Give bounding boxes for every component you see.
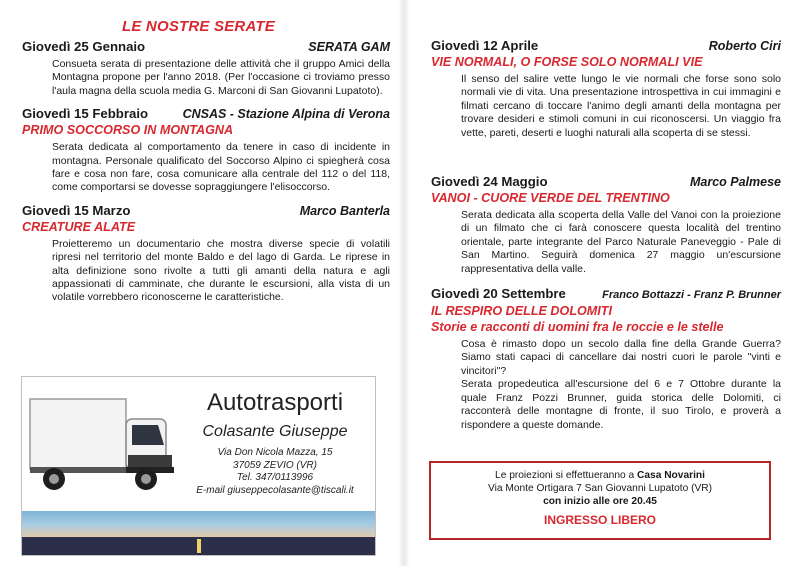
ad-brand: Autotrasporti — [206, 389, 344, 416]
sponsor-advertisement — [21, 376, 376, 556]
event-speaker: Roberto Ciri — [708, 39, 781, 53]
event-paragraph: Il senso del salire vette lungo le vie normali che forse sono solo normali vie di vita. Una presentazione introspettiva in cui immagini e filmati cercano di toccare l'animo degli amanti della montagna per trovare desideri e stimoli comuni in cui riconoscersi. Un viaggio fra vette, pareti, deserti e luoghi naturali alla scoperta di se stessi. — [461, 73, 781, 139]
ad-email: E-mail giuseppecolasante@tiscali.it — [196, 484, 354, 496]
event-date: Giovedì 24 Maggio — [431, 174, 548, 190]
event-description — [461, 73, 781, 140]
event-25-gennaio — [22, 39, 390, 98]
page-fold — [398, 0, 410, 566]
event-date: Giovedì 25 Gennaio — [22, 39, 146, 54]
event-speaker: CNSAS - Stazione Alpina di Verona — [182, 107, 390, 122]
event-description — [52, 141, 390, 195]
event-header — [431, 286, 781, 303]
event-header — [431, 174, 781, 190]
event-description — [52, 58, 390, 98]
event-speaker: Franco Bottazzi - Franz P. Brunner — [602, 289, 781, 302]
event-24-maggio — [431, 174, 781, 276]
ad-address: Via Don Nicola Mazza, 15 — [217, 447, 333, 458]
event-header — [431, 38, 781, 54]
event-description — [461, 209, 781, 276]
event-15-febbraio — [22, 106, 390, 195]
road-center-line — [197, 539, 201, 553]
event-description — [461, 338, 781, 432]
event-description — [52, 238, 390, 305]
truck-icon — [28, 395, 176, 495]
ad-phone: Tel. 347/0113996 — [236, 472, 314, 483]
event-title: VANOI - CUORE VERDE DEL TRENTINO — [431, 191, 670, 206]
venue-name: Casa Novarini — [637, 470, 705, 481]
event-date: Giovedì 20 Settembre — [431, 286, 566, 302]
event-header — [22, 39, 390, 55]
right-column — [431, 38, 781, 440]
event-paragraph: Serata dedicata al comportamento da tenere in caso di incidente in montagna. Personale qualificato del Soccorso Alpino ci spiegherà cosa fare e cosa non fare, cosa comunicare alla centrale del 112 o del 118, come comportarsi se dovesse sopraggiungere l'elisoccorso. — [52, 141, 390, 194]
event-title: PRIMO SOCCORSO IN MONTAGNA — [22, 123, 234, 138]
event-paragraph: Consueta serata di presentazione delle attività che il gruppo Amici della Montagna propone per l'anno 2018. (Per l'occasione ci troviamo presso l'aula magna della scuola media G. Marconi di San Giovanni Lupatoto). — [52, 58, 390, 97]
event-speaker: Marco Palmese — [689, 175, 781, 190]
event-date: Giovedì 15 Marzo — [22, 202, 131, 218]
event-header — [22, 203, 390, 219]
event-header — [22, 106, 390, 122]
ad-contact — [180, 447, 370, 497]
event-date: Giovedì 12 Aprile — [431, 38, 539, 53]
event-title: CREATURE ALATE — [22, 219, 136, 234]
event-title: IL RESPIRO DELLE DOLOMITI — [431, 304, 612, 319]
event-subtitle: Storie e racconti di uomini fra le roccie e le stelle — [431, 320, 724, 335]
event-paragraph: Proietteremo un documentario che mostra diverse specie di volatili ripresi nel territorio del monte Baldo e del lago di Garda. Le riprese in alta definizione sono rivolte a tutti gli amanti della natura e agli appassionati di camminate, che durante le escursioni, alla vista di un volatile vorrebbero riconoscerne le caratteristiche. — [52, 237, 390, 304]
venue-line — [431, 469, 769, 482]
event-speaker: SERATA GAM — [308, 40, 390, 54]
venue-address: Via Monte Ortigara 7 San Giovanni Lupatoto (VR) — [487, 483, 713, 494]
event-speaker: Marco Banterla — [299, 203, 390, 218]
venue-info-box — [429, 461, 771, 540]
event-12-aprile — [431, 38, 781, 140]
free-entry-label: INGRESSO LIBERO — [543, 513, 656, 527]
event-paragraph: Serata propedeutica all'escursione del 6 e 7 Ottobre durante la quale Franz Pozzi Brunner, guida storica delle Dolomiti, ci racconterà delle montagne di fronte, il suo Tirolo, e proverà a rispondere a queste domande. — [461, 378, 781, 431]
event-title: VIE NORMALI, O FORSE SOLO NORMALI VIE — [431, 55, 703, 69]
event-15-marzo — [22, 203, 390, 305]
ad-city: 37059 ZEVIO (VR) — [233, 459, 317, 471]
event-20-settembre — [431, 286, 781, 432]
ad-owner-name: Colasante Giuseppe — [202, 423, 348, 440]
venue-prefix: Le proiezioni si effettueranno a — [495, 470, 635, 481]
left-column — [22, 18, 390, 313]
section-title: LE NOSTRE SERATE — [122, 18, 275, 35]
start-time: con inizio alle ore 20.45 — [543, 496, 657, 507]
road-image — [22, 537, 375, 555]
event-paragraph: Cosa è rimasto dopo un secolo dalla fine della Grande Guerra? Siamo stati capaci di cancellare dai nostri cuori le parole "vinti e vincitori"? — [461, 338, 781, 377]
event-paragraph: Serata dedicata alla scoperta della Valle del Vanoi con la proiezione di un filmato che ci farà conoscere questa località del trentino orientale, parte integrante del Parco Naturale Paneveggio - Pale di San Martino. Seguirà domenica 27 maggio un'escursione rappresentativa della valle. — [461, 209, 781, 275]
event-date: Giovedì 15 Febbraio — [22, 106, 149, 122]
